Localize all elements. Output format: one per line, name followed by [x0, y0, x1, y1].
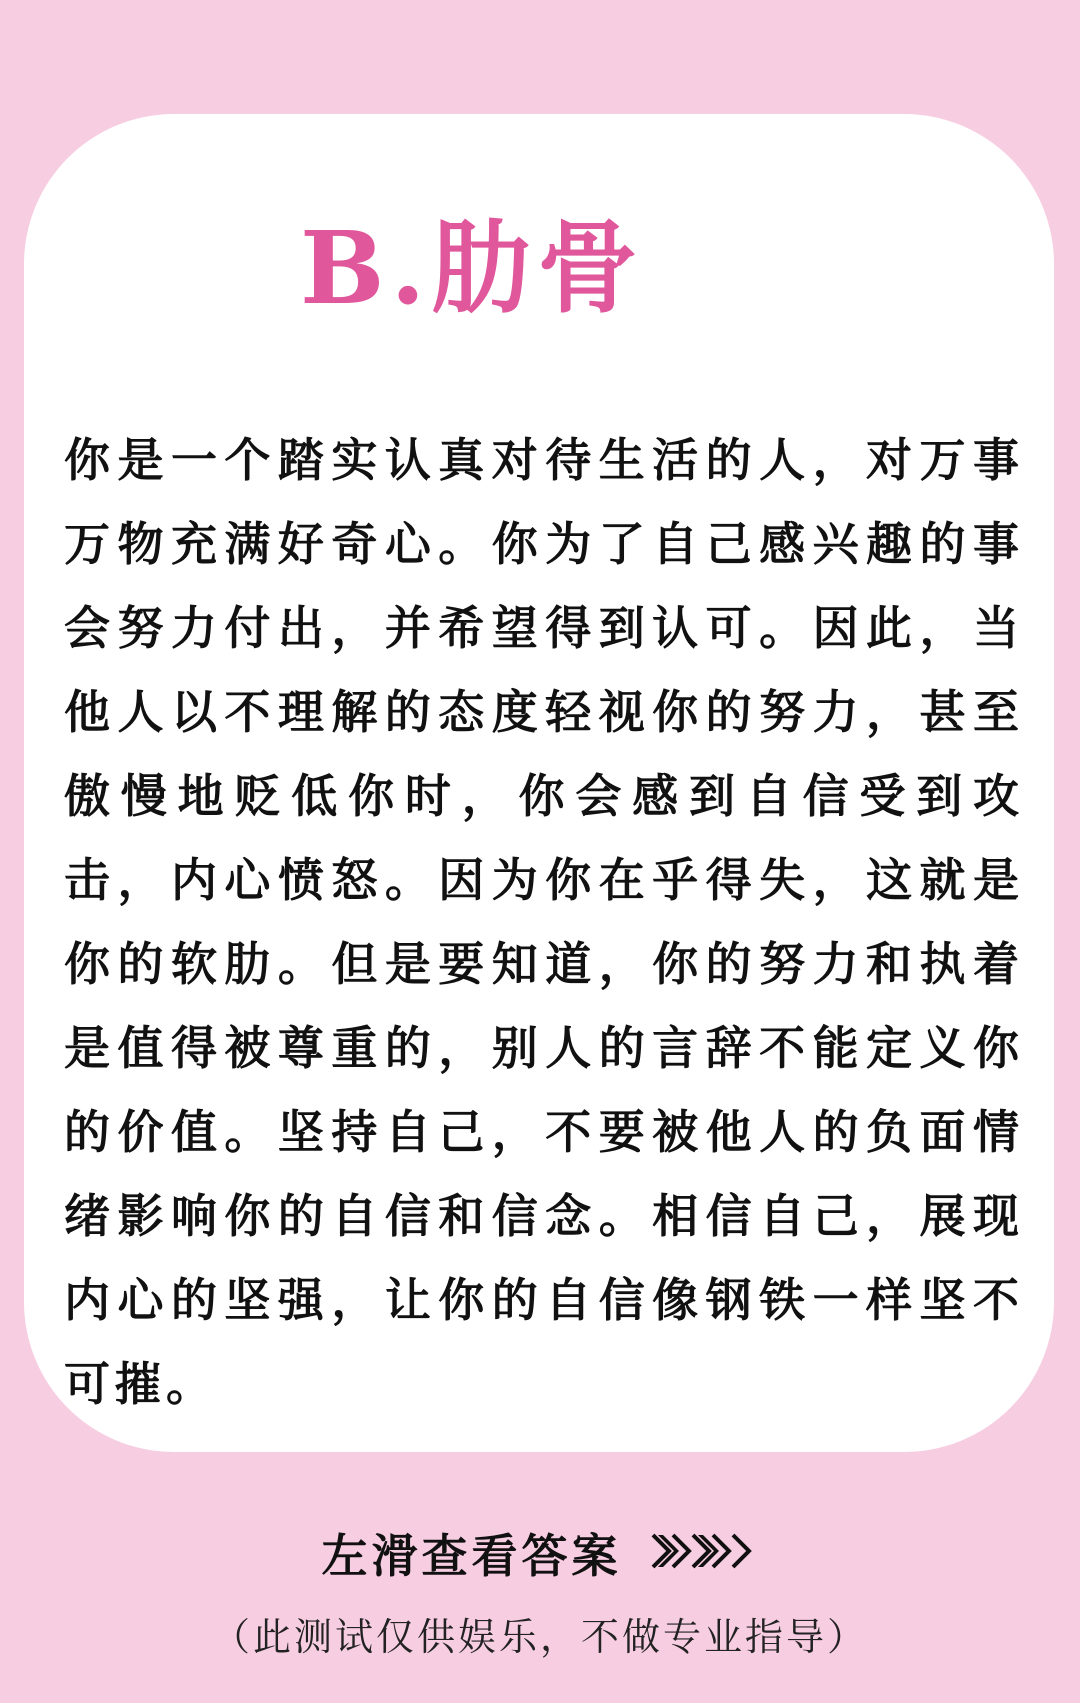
double-chevron-right-icon: [649, 1529, 759, 1577]
swipe-hint-label: 左滑查看答案: [321, 1529, 622, 1583]
page-title: B.肋骨: [300, 209, 644, 327]
disclaimer-text: （此测试仅供娱乐，不做专业指导）: [211, 1615, 868, 1659]
swipe-hint[interactable]: [0, 1520, 1080, 1586]
description-text: 你是一个踏实认真对待生活的人，对万事万物充满好奇心。你为了自己感兴趣的事会努力付出，并希望得到认可。因此，当他人以不理解的态度轻视你的努力，甚至傲慢地贬低你时，你会感到自信受到攻击，内心愤怒。因为你在乎得失，这就是你的软肋。但是要知道，你的努力和执着是值得被尊重的，别人的言辞不能定义你的价值。坚持自己，不要被他人的负面情绪影响你的自信和信念。相信自己，展现内心的坚强，让你的自信像钢铁一样坚不可摧。: [64, 433, 1024, 1411]
